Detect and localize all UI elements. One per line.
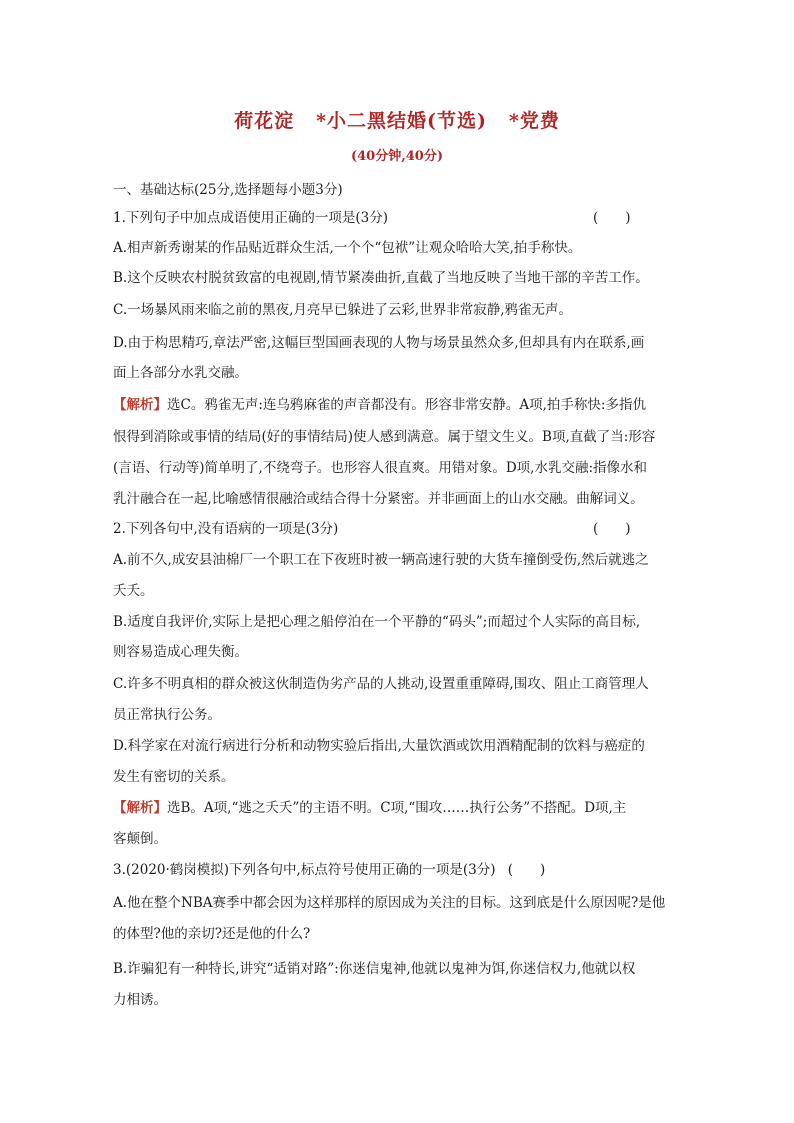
q1-option-c: C.一场暴风雨来临之前的黑夜,月亮早已躲进了云彩,世界非常寂静,鸦雀无声。 (113, 302, 573, 318)
q2-option-a-line1: A.前不久,成安县油棉厂一个职工在下夜班时被一辆高速行驶的大货车撞倒受伤,然后就逃之 (113, 552, 649, 568)
q1-analysis-line1 (113, 396, 646, 414)
section-heading: 一、基础达标(25分,选择题每小题3分) (113, 182, 343, 198)
q2-option-d-line2: 发生有密切的关系。 (113, 769, 235, 785)
q2-option-b-line2: 则容易造成心理失衡。 (113, 644, 248, 660)
q1-analysis-line3: (言语、行动等)简单明了,不绕弯子。也形容人很直爽。用错对象。D项,水乳交融:指像水和 (113, 460, 647, 476)
q1-option-d-line2: 面上各部分水乳交融。 (113, 365, 248, 381)
q3-option-a-line1: A.他在整个NBA赛季中都会因为这样那样的原因成为关注的目标。这到底是什么原因呢?是他 (113, 895, 666, 911)
q1-analysis-tag: 【解析】 (113, 397, 167, 413)
q2-analysis-line2: 客颠倒。 (113, 831, 167, 847)
q1-stem (113, 209, 631, 227)
q2-option-b-line1: B.适度自我评价,实际上是把心理之船停泊在一个平静的“码头”;而超过个人实际的高目标, (113, 614, 641, 630)
q2-stem-text: 2.下列各句中,没有语病的一项是(3分) (113, 521, 339, 537)
q1-analysis-line4: 乳汁融合在一起,比喻感情很融洽或结合得十分紧密。并非画面上的山水交融。曲解词义。 (113, 491, 644, 507)
q2-analysis-tag: 【解析】 (113, 800, 167, 816)
q2-analysis-line1 (113, 799, 626, 817)
title-part-3: *党费 (509, 110, 560, 132)
document-title (0, 106, 794, 133)
q2-analysis-text: 选B。A项,“逃之夭夭”的主语不明。C项,“围攻……执行公务”不搭配。D项,主 (167, 800, 627, 816)
q2-option-c-line2: 员正常执行公务。 (113, 707, 221, 723)
q1-option-b: B.这个反映农村脱贫致富的电视剧,情节紧凑曲折,直截了当地反映了当地干部的辛苦工作。 (113, 270, 649, 286)
q1-analysis-line2: 恨得到消除或事情的结局(好的事情结局)使人感到满意。属于望文生义。B项,直截了当:形容 (113, 429, 656, 445)
q3-stem-text: 3.(2020·鹤岗模拟)下列各句中,标点符号使用正确的一项是(3分) (113, 862, 496, 878)
title-part-2: *小二黑结婚(节选) (316, 110, 487, 132)
q1-option-d-line1: D.由于构思精巧,章法严密,这幅巨型国画表现的人物与场景虽然众多,但却具有内在联系,画 (113, 335, 645, 351)
q2-answer-blank: ( ) (593, 521, 631, 537)
q1-analysis-text: 选C。鸦雀无声:连乌鸦麻雀的声音都没有。形容非常安静。A项,拍手称快:多指仇 (167, 397, 646, 413)
q3-option-a-line2: 的体型?他的亲切?还是他的什么? (113, 926, 311, 942)
q2-stem (113, 520, 631, 538)
q1-stem-text: 1.下列句子中加点成语使用正确的一项是(3分) (113, 210, 389, 226)
q1-answer-blank: ( ) (593, 210, 631, 226)
q2-option-d-line1: D.科学家在对流行病进行分析和动物实验后指出,大量饮酒或饮用酒精配制的饮料与癌症的 (113, 738, 645, 754)
q2-option-a-line2: 夭夭。 (113, 583, 154, 599)
q2-option-c-line1: C.许多不明真相的群众被这伙制造伪劣产品的人挑动,设置重重障碍,围攻、阻止工商管理人 (113, 676, 649, 692)
q3-option-b-line1: B.诈骗犯有一种特长,讲究“适销对路”:你迷信鬼神,他就以鬼神为饵,你迷信权力,他就以权 (113, 961, 636, 977)
q3-answer-blank: ( ) (507, 862, 546, 878)
q3-option-b-line2: 力相诱。 (113, 992, 167, 1008)
q1-option-a: A.相声新秀谢某的作品贴近群众生活,一个个“包袱”让观众哈哈大笑,拍手称快。 (113, 240, 582, 256)
document-subtitle: (40分钟,40分) (350, 149, 443, 164)
q3-stem (113, 861, 545, 879)
title-part-1: 荷花淀 (234, 110, 295, 132)
